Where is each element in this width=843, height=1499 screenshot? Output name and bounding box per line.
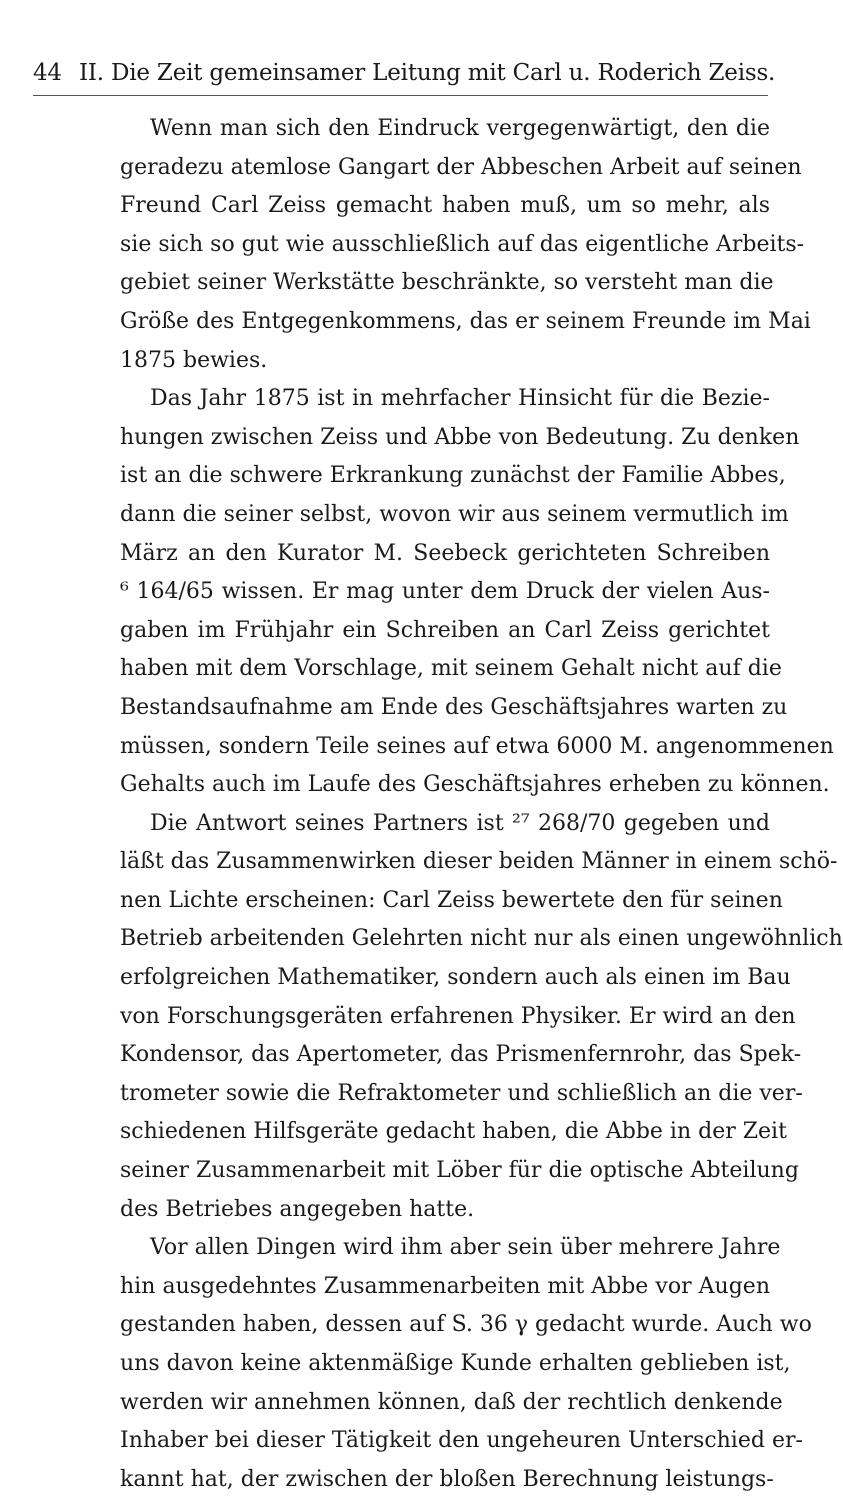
text-line: schiedenen Hilfsgeräte gedacht haben, die Abbe in der Zeit	[120, 1119, 787, 1145]
text-line: Inhaber bei dieser Tätigkeit den ungeheuren Unterschied er-	[120, 1428, 803, 1454]
text-line: Kondensor, das Apertometer, das Prismenfernrohr, das Spek-	[120, 1042, 802, 1068]
text-line: kannt hat, der zwischen der bloßen Berechnung leistungs-	[120, 1466, 774, 1492]
running-title: II. Die Zeit gemeinsamer Leitung mit Carl u. Roderich Zeiss.	[79, 60, 776, 86]
text-line: hin ausgedehntes Zusammenarbeiten mit Abbe vor Augen	[120, 1273, 770, 1299]
text-line: dann die seiner selbst, wovon wir aus seinem vermutlich im	[120, 501, 789, 527]
text-line: läßt das Zusammenwirken dieser beiden Männer in einem schö-	[120, 849, 838, 875]
text-line: geradezu atemlose Gangart der Abbeschen Arbeit auf seinen	[120, 154, 802, 180]
text-line: gestanden haben, dessen auf S. 36 γ gedacht wurde. Auch wo	[120, 1312, 812, 1338]
text-line: nen Lichte erscheinen: Carl Zeiss bewertete den für seinen	[120, 887, 783, 913]
text-line: werden wir annehmen können, daß der rechtlich denkende	[120, 1389, 783, 1415]
header-rule	[33, 95, 768, 96]
text-line: Größe des Entgegenkommens, das er seinem Freunde im Mai	[120, 308, 811, 334]
text-line: erfolgreichen Mathematiker, sondern auch als einen im Bau	[120, 965, 791, 991]
text-line: haben mit dem Vorschlage, mit seinem Gehalt nicht auf die	[120, 656, 782, 682]
text-line: Betrieb arbeitenden Gelehrten nicht nur als einen ungewöhnlich	[120, 926, 843, 952]
text-line: trometer sowie die Refraktometer und schließlich an die ver-	[120, 1080, 803, 1106]
text-line: März an den Kurator M. Seebeck gerichteten Schreiben	[120, 540, 770, 566]
text-line: Vor allen Dingen wird ihm aber sein über mehrere Jahre	[150, 1235, 781, 1261]
text-line: seiner Zusammenarbeit mit Löber für die optische Abteilung	[120, 1158, 799, 1184]
text-line: Die Antwort seines Partners ist ²⁷ 268/70 gegeben und	[150, 810, 770, 836]
text-line: Wenn man sich den Eindruck vergegenwärtigt, den die	[150, 116, 770, 141]
text-line: hungen zwischen Zeiss und Abbe von Bedeutung. Zu denken	[120, 424, 800, 450]
text-line: Freund Carl Zeiss gemacht haben muß, um so mehr, als	[120, 193, 770, 219]
text-line: des Betriebes angegeben hatte.	[120, 1196, 475, 1222]
text-line: uns davon keine aktenmäßige Kunde erhalten geblieben ist,	[120, 1351, 791, 1376]
text-line: ist an die schwere Erkrankung zunächst der Familie Abbes,	[120, 463, 786, 489]
page-number: 44	[33, 60, 62, 86]
text-line: gebiet seiner Werkstätte beschränkte, so versteht man die	[120, 270, 774, 296]
text-line: müssen, sondern Teile seines auf etwa 6000 M. angenommenen	[120, 733, 834, 759]
text-line: sie sich so gut wie ausschließlich auf das eigentliche Arbeits-	[120, 231, 805, 257]
text-line: von Forschungsgeräten erfahrenen Physiker. Er wird an den	[120, 1003, 796, 1029]
text-line: gaben im Frühjahr ein Schreiben an Carl Zeiss gerichtet	[120, 617, 770, 643]
text-line: Gehalts auch im Laufe des Geschäftsjahres erheben zu können.	[120, 772, 830, 798]
text-line: Bestandsaufnahme am Ende des Geschäftsjahres warten zu	[120, 694, 788, 720]
running-head	[33, 56, 776, 90]
body-text	[120, 110, 843, 1499]
text-line: Das Jahr 1875 ist in mehrfacher Hinsicht für die Bezie-	[150, 386, 770, 412]
text-line: ⁶ 164/65 wissen. Er mag unter dem Druck der vielen Aus-	[120, 579, 770, 605]
text-line: 1875 bewies.	[120, 347, 268, 373]
